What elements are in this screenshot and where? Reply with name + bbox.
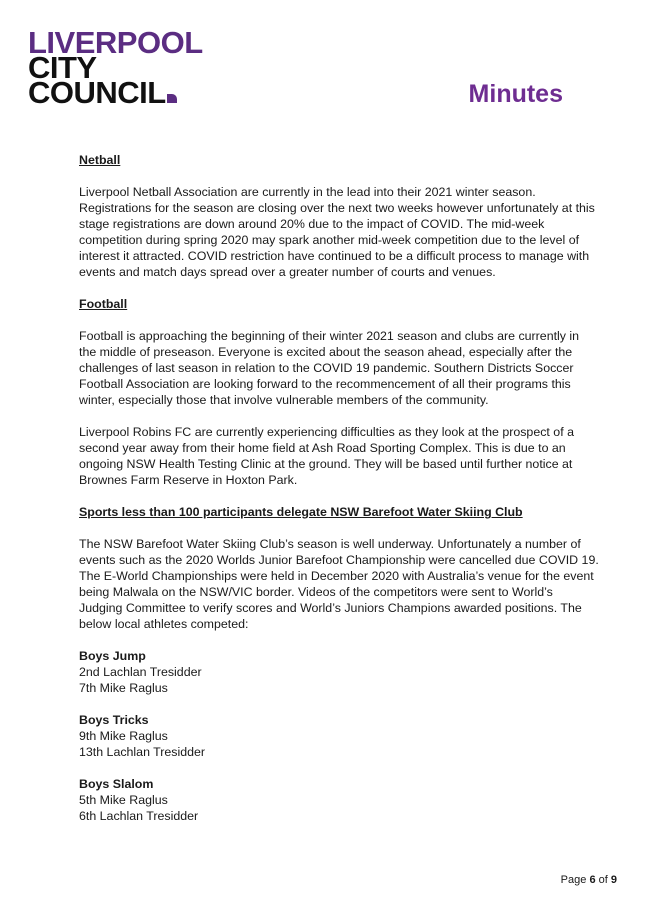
result-event: Boys Tricks: [79, 713, 149, 727]
result-event: Boys Slalom: [79, 777, 154, 791]
result-entry: 7th Mike Raglus: [79, 681, 168, 695]
total-pages: 9: [610, 874, 617, 886]
result-entry: 5th Mike Raglus: [79, 793, 168, 807]
of-label: of: [598, 874, 608, 886]
result-group-boys-tricks: [79, 712, 599, 760]
netball-heading: Netball: [79, 153, 121, 167]
logo-line-city: CITY: [28, 50, 97, 85]
result-entry: 9th Mike Raglus: [79, 729, 168, 743]
result-entry: 13th Lachlan Tresidder: [79, 745, 206, 759]
result-group-boys-slalom: [79, 776, 599, 824]
barefoot-heading: Sports less than 100 participants delegate NSW Barefoot Water Skiing Club: [79, 505, 523, 519]
council-logo: [28, 25, 203, 110]
logo-mark-icon: [167, 94, 177, 103]
netball-paragraph: Liverpool Netball Association are currently in the lead into their 2021 winter season. Registrations for the season are closing over the next two weeks however unfortunately at this stage registrations are down around 20% due to the impact of COVID. The mid-week competition during spring 2020 may spark another mid-week competition due to the level of interest it attracted. COVID restriction have continued to be a difficult process to manage with events and match days spread over a greater number of courts and venues.: [79, 185, 595, 279]
barefoot-paragraph: The NSW Barefoot Water Skiing Club’s season is well underway. Unfortunately a number of events such as the 2020 Worlds Junior Barefoot Championship were cancelled due COVID 19. The E-World Championships were held in December 2020 with Australia’s venue for the event being Malwala on the NSW/VIC border. Videos of the competitors were sent to World’s Judging Committee to verify scores and World’s Juniors Champions awarded positions. The below local athletes competed:: [79, 537, 599, 631]
football-heading: Football: [79, 297, 128, 311]
page-number: [561, 874, 617, 886]
logo-line-council-text: COUNCIL: [28, 75, 166, 110]
result-event: Boys Jump: [79, 649, 146, 663]
page-label: Page: [560, 874, 587, 886]
document-title: Minutes: [468, 80, 563, 108]
result-entry: 6th Lachlan Tresidder: [79, 809, 199, 823]
current-page: 6: [589, 874, 596, 886]
football-paragraph-1: Football is approaching the beginning of their winter 2021 season and clubs are currently in the middle of preseason. Everyone is excited about the season ahead, especially after the challenges of last season in relation to the COVID 19 pandemic. Southern Districts Soccer Football Association are looking forward to the recommencement of all their programs this winter, especially those that involve vulnerable members of the community.: [79, 329, 580, 407]
logo-line-liverpool: LIVERPOOL: [28, 25, 203, 60]
document-body: [79, 152, 599, 840]
logo-line-council: [28, 75, 203, 110]
result-entry: 2nd Lachlan Tresidder: [79, 665, 202, 679]
result-group-boys-jump: [79, 648, 599, 696]
football-paragraph-2: Liverpool Robins FC are currently experiencing difficulties as they look at the prospect of a second year away from their home field at Ash Road Sporting Complex. This is due to an ongoing NSW Health Testing Clinic at the ground. They will be based until further notice at Brownes Farm Reserve in Hoxton Park.: [79, 425, 574, 487]
